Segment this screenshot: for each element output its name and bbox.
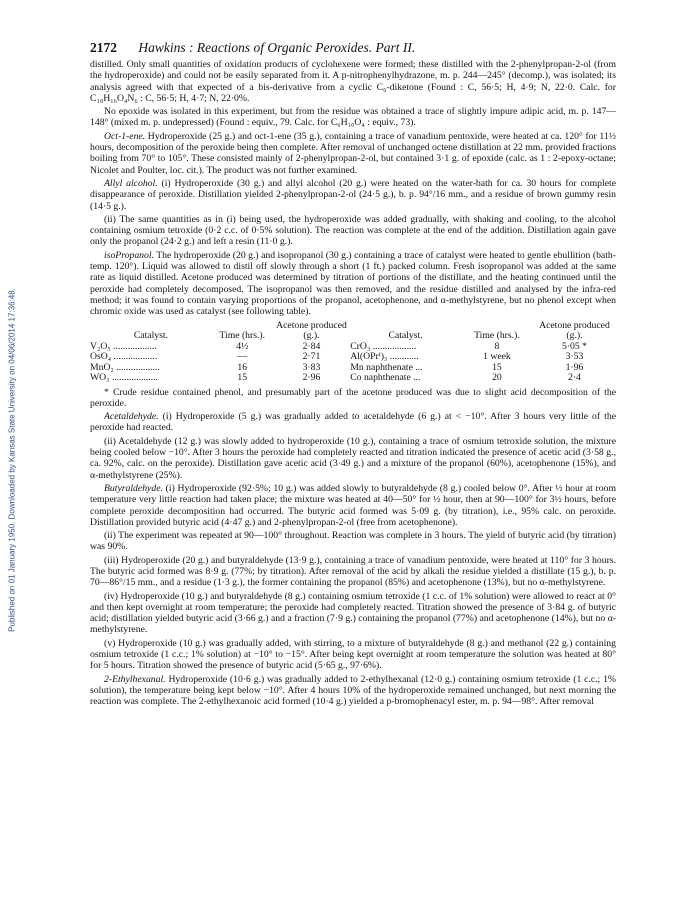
cell-time: 16 [237,361,248,373]
paragraph [90,106,616,129]
paragraph [90,674,616,708]
cell-catalyst: WO₃ ................... [90,372,158,384]
download-watermark-text: Published on 01 January 1950. Downloaded by Kansas State University on 04/06/2014 17:36:48. [7,288,17,632]
running-title: Hawkins : Reactions of Organic Peroxides. Part II. [138,40,416,55]
paragraph-text: (i) Hydroperoxide (5 g.) was gradually added to acetaldehyde (6 g.) at < −10°. After 3 hours very little of the peroxide had reacted. [90,411,616,434]
cell-time-2: 20 [492,372,502,384]
paragraphs-before-table [90,59,616,318]
col-time-2: Time (hrs.). [474,330,520,342]
cell-catalyst: V₂O₅ .................. [90,340,157,352]
paragraphs-after-table [90,411,616,707]
paragraph-text: (iii) Hydroperoxide (20 g.) and butyraldehyde (13·9 g.), containing a trace of vanadium pentoxide, were heated at 110° for 3 hours. The butyric acid formed was 8·9 g. (77%; by titration). After removal of the acid by alkali the residue yielded a distillate (15 g.), b. p. 70—86°/15 mm., and a residue (1·3 g.), the former containing the propanol (85%) and acetophenone (13%), but no α-methylstyrene. [90,554,616,589]
section-heading: Oct-1-ene. [104,130,146,142]
download-watermark [6,130,18,790]
paragraph-text: Hydroperoxide (10·6 g.) was gradually added to 2-ethylhexanal (12·0 g.) containing osmium tetroxide (1 c.c.; 1% solution), the temperature being kept below −10°. After 4 hours 10% of the hydroperoxide remained unchanged, but next morning the reaction was complete. The 2-ethylhexanoic acid formed (10·4 g.) yielded a p-bromophenacyl ester, m. p. 94—98°. After removal [90,673,616,708]
cell-acetone: 3·83 [302,361,321,373]
table-footnote: * Crude residue contained phenol, and presumably part of the acetone produced was due to slight acid decomposition of the peroxide. [90,386,616,409]
cell-catalyst-2: Mn naphthenate ... [350,361,423,373]
paragraph-text: (v) Hydroperoxide (10 g.) was gradually added, with stirring, to a mixture of butyraldehyde (8 g.) and methanol (22 g.) containing osmium tetroxide (1 c.c.; 1% solution) at −10° to −15°. After being kept overnight at room temperature the solution was heated at 80° for 5 hours. Titration showed the presence of butyric acid (5·65 g., 97·6%). [90,637,616,672]
cell-acetone: 2·96 [302,372,321,384]
col-time: Time (hrs.). [219,330,266,342]
cell-acetone-2: 5·05 * [561,340,587,352]
cell-acetone: 2·71 [302,351,321,363]
paragraph [90,131,616,176]
cell-acetone-2: 1·96 [565,361,584,373]
paragraph [90,555,616,589]
paragraph [90,591,616,636]
paragraph [90,436,616,481]
paragraph [90,250,616,318]
running-head [90,40,616,56]
cell-acetone-2: 2·4 [567,372,581,384]
paragraph-text: No epoxide was isolated in this experiment, but from the residue was obtained a trace of slightly impure adipic acid, m. p. 147—148° (mixed m. p. undepressed) (Found : equiv., 79. Calc. for C₆H₁₀O₄ : equiv., 73). [90,106,616,129]
col-catalyst: Catalyst. [133,330,168,342]
paragraph-text: (ii) Acetaldehyde (12 g.) was slowly added to hydroperoxide (10 g.), containing a trace of osmium tetroxide solution, the mixture being cooled below −10°. After 3 hours the peroxide had completely reacted and titration indicated the presence of acetic acid (3·58 g., ca. 92%, calc. on the peroxide). Distillation gave acetic acid (3·49 g.) and a mixture of the propanol (60%), acetophenone (15%), and α-methylstyrene (25%). [90,435,616,481]
paragraph [90,59,616,104]
paragraph-text: Hydroperoxide (25 g.) and oct-1-ene (35 g.), containing a trace of vanadium pentoxide, were heated at ca. 120° for 11½ hours, decomposition of the peroxide being then complete. After removal of unchanged octene distillation at 22 mm. provided fractions boiling from 70° to 105°. These consisted mainly of 2-phenylpropan-2-ol, but contained 3·1 g. of epoxide (calc. as 1 : 2-epoxy-octane; Nicolet and Poulter, loc. cit.). The product was not further examined. [90,130,616,176]
section-heading: isoPropanol. [104,249,154,261]
cell-catalyst-2: CrO₃ .................. [350,340,417,352]
cell-time: 15 [237,372,248,384]
catalyst-table-header [90,321,616,342]
catalyst-table [90,321,616,384]
paragraph [90,530,616,553]
col-acetone: Acetone produced (g.). [276,319,347,342]
cell-catalyst-2: Al(OPrⁱ)₃ ............ [350,351,419,363]
paragraph-text: The hydroperoxide (20 g.) and isopropanol (30 g.) containing a trace of catalyst were heated to gentle ebullition (bath-temp. 120°). Liquid was allowed to distil off slowly through a short (1 ft.) packed column. Fresh isopropanol was added at the same rate as liquid distilled. Acetone produced was determined by titration of portions of the distillate, and the heating continued until the peroxide had completely decomposed. The isopropanol was then removed, and the residue distilled and analysed by the infra-red method; it was found to contain varying proportions of the propanol, acetophenone, and α-methylstyrene, but no phenol except when chromic oxide was used as catalyst (see following table). [90,249,616,318]
article-body [90,59,616,708]
table-row [90,352,616,363]
section-heading: 2-Ethylhexanal. [104,673,166,685]
cell-time-2: 15 [492,361,502,373]
cell-time: 4½ [236,340,249,352]
journal-page [90,40,616,710]
paragraph [90,411,616,434]
page-number: 2172 [90,40,117,55]
cell-catalyst: MnO₂ .................. [90,361,160,373]
catalyst-table-body [90,342,616,384]
cell-catalyst-2: Co naphthenate ... [350,372,421,384]
cell-time-2: 1 week [483,351,511,363]
col-catalyst-2: Catalyst. [388,330,423,342]
section-heading: Allyl alcohol. [104,177,158,189]
paragraph-text: (iv) Hydroperoxide (10 g.) and butyraldehyde (8 g.) containing osmium tetroxide (1 c.c. of 1% solution) were allowed to react at 0° and then kept overnight at room temperature; the peroxide had completely reacted. Titration showed the presence of 3·84 g. of butyric acid; distillation yielded butyric acid (3·66 g.) and a fraction (7·9 g.) containing the propanol (77%) and acetophenone (14%), but no α-methylstyrene. [90,590,616,636]
section-heading: Butyraldehyde. [104,482,163,494]
paragraph [90,178,616,212]
cell-acetone-2: 3·53 [565,351,584,363]
paragraph [90,214,616,248]
cell-time: — [237,351,248,363]
cell-acetone: 2·84 [302,340,321,352]
paragraph-text: distilled. Only small quantities of oxidation products of cyclohexene were formed; these distilled with the 2-phenylpropan-2-ol (from the hydroperoxide) and could not be easily separated from it. A p-nitrophenylhydrazone, m. p. 244—245° (decomp.), was isolated; its analysis agreed with that expected of a bis-derivative from a cyclic C₆-diketone (Found : C, 56·5; H, 4·9; N, 22·0. Calc. for C₁₈H₁₆O₄N₆ : C, 56·5; H, 4·7; N, 22·0%. [90,59,616,104]
col-acetone-2: Acetone produced (g.). [539,319,610,342]
paragraph-text: (ii) The same quantities as in (i) being used, the hydroperoxide was added gradually, with shaking and cooling, to the alcohol containing osmium tetroxide (0·2 c.c. of 0·5% solution). The reaction was complete at the end of the addition. Distillation again gave only the propanol (24·2 g.) and left a resin (11·0 g.). [90,213,616,248]
paragraph-text: (i) Hydroperoxide (92·5%; 10 g.) was added slowly to butyraldehyde (8 g.) cooled below 0°. After ½ hour at room temperature very little reaction had taken place; the mixture was heated at 40—50° for ½ hour, then at 90—100° for 3½ hours, before complete peroxide decomposition had occurred. The butyric acid formed was 5·09 g. (by titration), i.e., 95% calc. on peroxide. Distillation provided butyric acid (4·47 g.) and 2-phenylpropan-2-ol (free from acetophenone). [90,482,616,528]
paragraph [90,483,616,528]
cell-catalyst: OsO₄ .................. [90,351,158,363]
cell-time-2: 8 [494,340,500,352]
paragraph-text: (ii) The experiment was repeated at 90—100° throughout. Reaction was complete in 3 hours. The yield of butyric acid (by titration) was 90%. [90,530,616,553]
paragraph-text: (i) Hydroperoxide (30 g.) and allyl alcohol (20 g.) were heated on the water-bath for ca. 30 hours for complete disappearance of peroxide. Distillation yielded 2-phenylpropan-2-ol (24·5 g.), b. p. 94°/16 mm., and a residue of brown gummy resin (14·5 g.). [90,177,616,212]
paragraph [90,638,616,672]
table-row [90,373,616,384]
section-heading: Acetaldehyde. [104,411,159,423]
